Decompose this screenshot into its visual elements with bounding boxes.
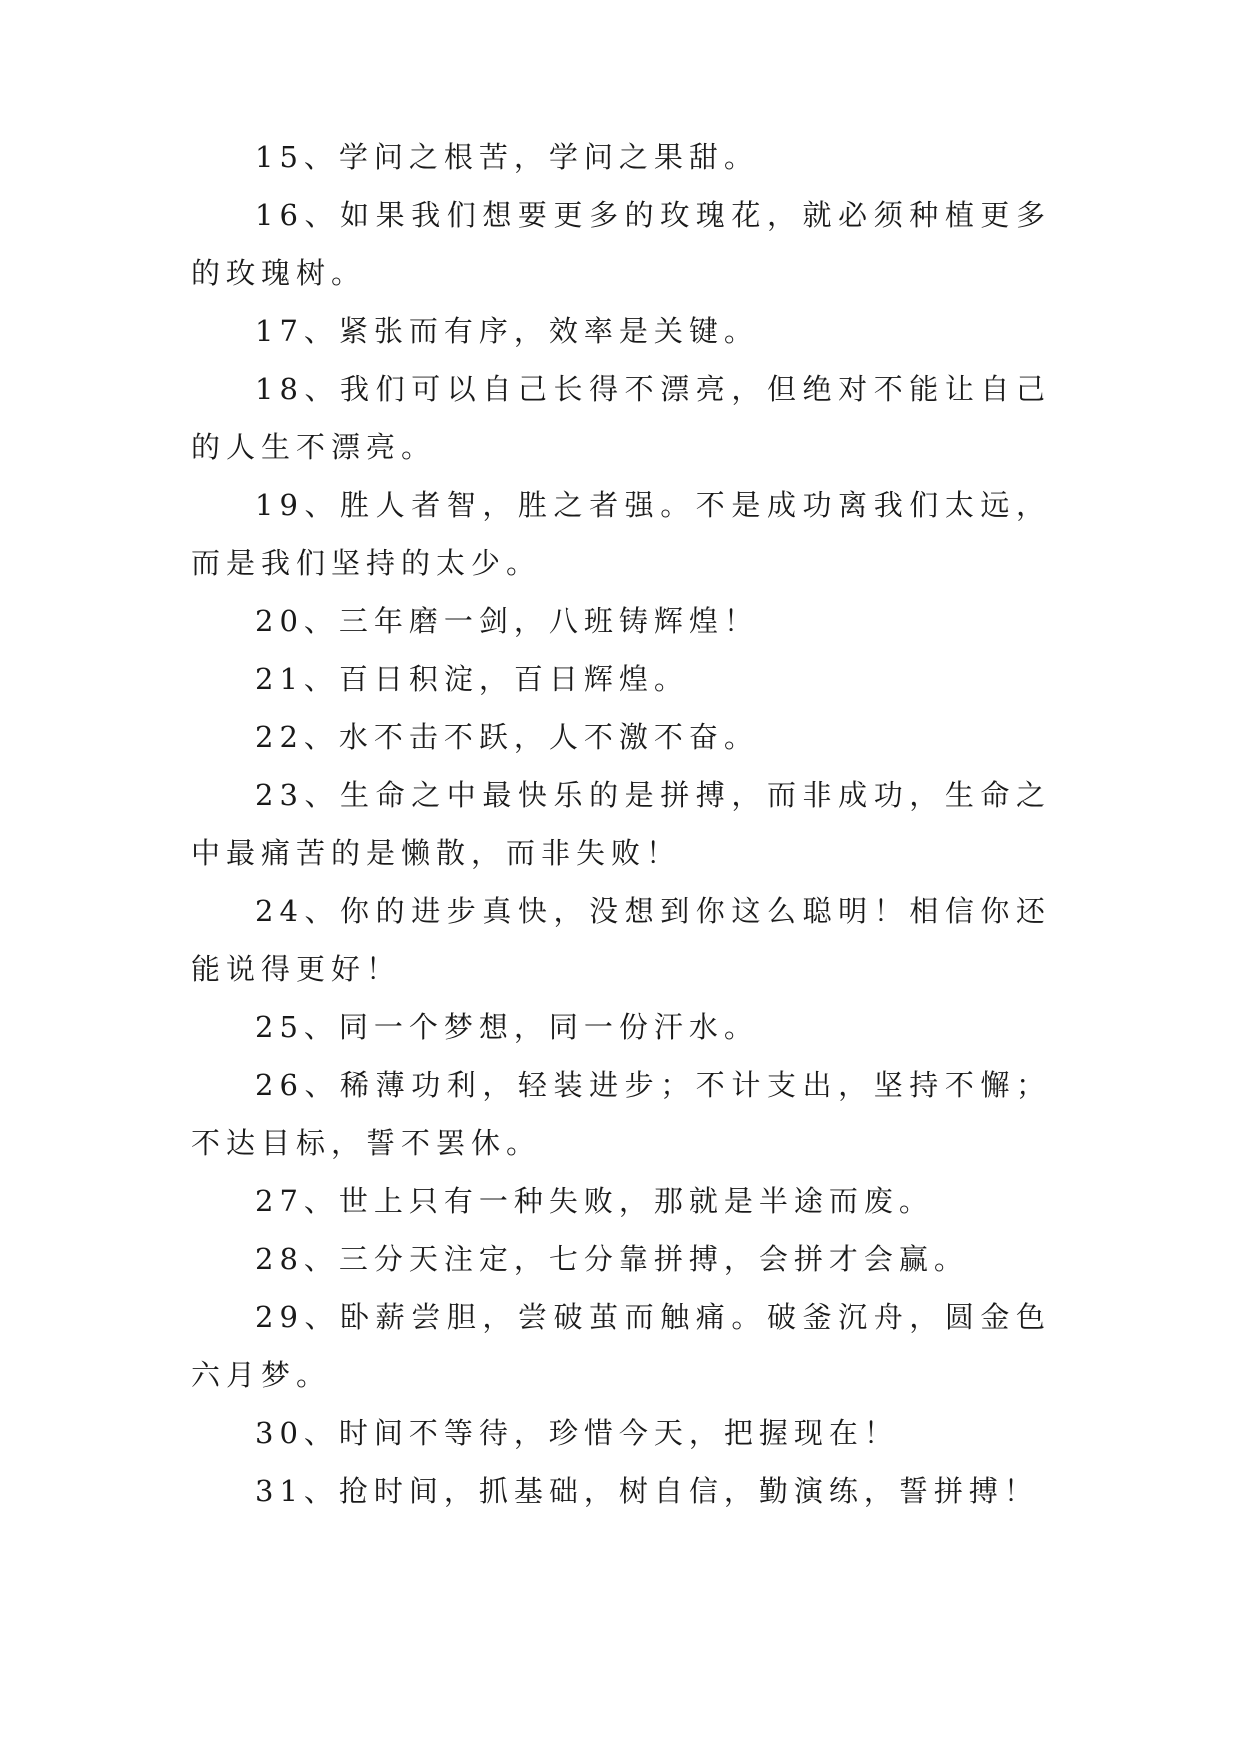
paragraph-20: 20、三年磨一剑，八班铸辉煌！ — [255, 604, 759, 638]
paragraph-28: 28、三分天注定，七分靠拼搏，会拼才会赢。 — [255, 1242, 969, 1276]
paragraph-18: 18、我们可以自己长得不漂亮，但绝对不能让自己的人生不漂亮。 — [191, 372, 1051, 464]
paragraph-31: 31、抢时间，抓基础，树自信，勤演练，誓拼搏！ — [255, 1474, 1039, 1508]
paragraph-22: 22、水不击不跃，人不激不奋。 — [255, 720, 759, 754]
paragraph-15: 15、学问之根苦，学问之果甜。 — [255, 140, 759, 174]
paragraph-17: 17、紧张而有序，效率是关键。 — [255, 314, 759, 348]
paragraph-19: 19、胜人者智，胜之者强。不是成功离我们太远，而是我们坚持的太少。 — [191, 488, 1051, 580]
paragraph-23: 23、生命之中最快乐的是拼搏，而非成功，生命之中最痛苦的是懒散，而非失败！ — [191, 778, 1051, 870]
paragraph-30: 30、时间不等待，珍惜今天，把握现在！ — [255, 1416, 899, 1450]
paragraph-29: 29、卧薪尝胆，尝破茧而触痛。破釜沉舟，圆金色六月梦。 — [191, 1300, 1051, 1392]
paragraph-24: 24、你的进步真快，没想到你这么聪明！相信你还能说得更好！ — [191, 894, 1051, 986]
paragraph-25: 25、同一个梦想，同一份汗水。 — [255, 1010, 759, 1044]
paragraph-26: 26、稀薄功利，轻装进步；不计支出，坚持不懈；不达目标，誓不罢休。 — [191, 1068, 1051, 1160]
paragraph-21: 21、百日积淀，百日辉煌。 — [255, 662, 689, 696]
document-body — [191, 128, 1051, 1520]
paragraph-16: 16、如果我们想要更多的玫瑰花，就必须种植更多的玫瑰树。 — [191, 198, 1051, 290]
paragraph-27: 27、世上只有一种失败，那就是半途而废。 — [255, 1184, 934, 1218]
